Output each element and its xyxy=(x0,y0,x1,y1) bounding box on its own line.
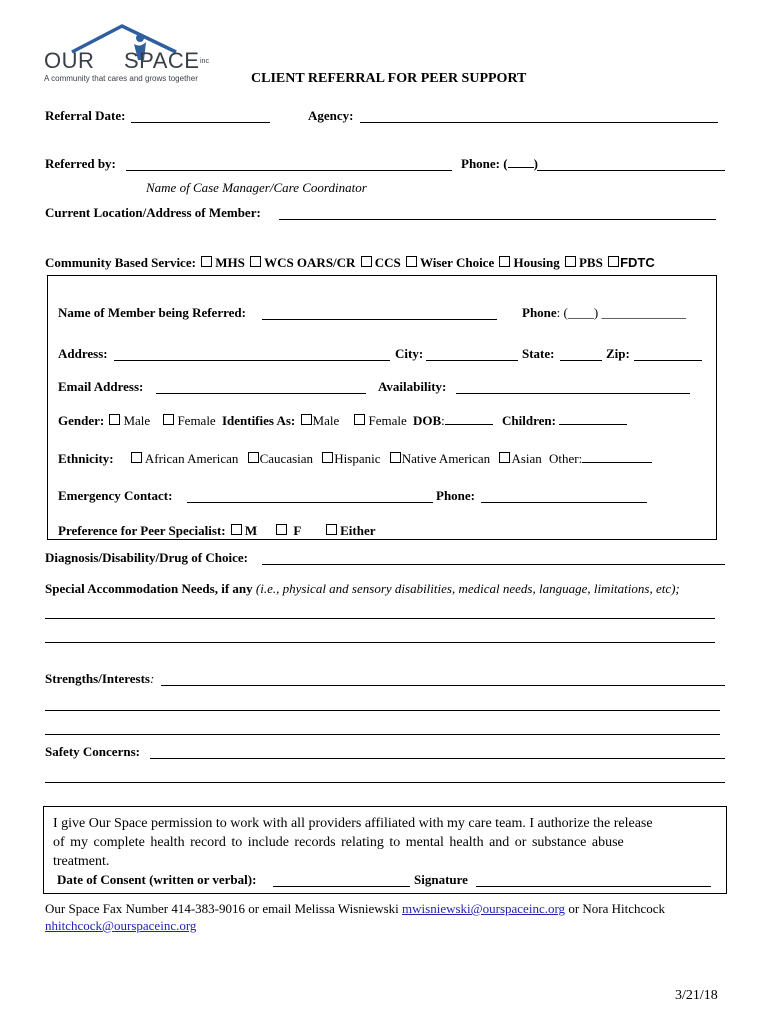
footer-contact xyxy=(45,901,665,917)
checkbox-pref-m[interactable] xyxy=(231,524,242,535)
checkbox-identifies-male[interactable] xyxy=(301,414,312,425)
member-name-field[interactable] xyxy=(262,319,497,320)
current-location-label: Current Location/Address of Member: xyxy=(45,205,261,220)
service-housing-label: Housing xyxy=(513,255,560,270)
emergency-contact-label: Emergency Contact: xyxy=(58,488,173,503)
footer-contact-2 xyxy=(45,918,196,934)
service-ccs-label: CCS xyxy=(374,255,401,270)
checkbox-housing[interactable] xyxy=(499,256,510,267)
gender-row: Gender: Male Female Identifies As: Male Female DOB: Children: xyxy=(58,413,627,429)
member-zip-label: Zip: xyxy=(606,346,630,361)
agency-label: Agency: xyxy=(308,108,354,123)
service-fdtc-label: FDTC xyxy=(620,255,655,270)
checkbox-pref-either[interactable] xyxy=(326,524,337,535)
signature-label: Signature xyxy=(414,872,468,887)
identifies-label: Identifies As: xyxy=(221,413,296,428)
safety-concerns-line-2[interactable] xyxy=(45,782,725,783)
community-service-row xyxy=(45,255,655,271)
service-mhs-label: MHS xyxy=(215,255,245,270)
identifies-female-label: Female xyxy=(368,413,407,428)
checkbox-ccs[interactable] xyxy=(361,256,372,267)
gender-female-label: Female xyxy=(177,413,216,428)
checkbox-gender-male[interactable] xyxy=(109,414,120,425)
consent-line-1: I give Our Space permission to work with all providers affiliated with my care team. I authorize the release xyxy=(53,816,653,831)
logo-suffix: inc xyxy=(200,58,209,65)
referral-date-label: Referral Date: xyxy=(45,108,126,123)
member-city-label: City: xyxy=(395,346,424,361)
logo-word-space: SPACE xyxy=(124,48,200,73)
strengths-label: Strengths/Interests xyxy=(45,671,150,686)
strengths-line-3[interactable] xyxy=(45,734,720,735)
form-title: CLIENT REFERRAL FOR PEER SUPPORT xyxy=(251,71,527,86)
special-needs-row xyxy=(45,581,680,597)
diagnosis-field[interactable] xyxy=(262,564,725,565)
pref-f-label: F xyxy=(293,523,301,538)
checkbox-identifies-female[interactable] xyxy=(354,414,365,425)
preference-row xyxy=(58,523,376,539)
ethnicity-hispanic-label: Hispanic xyxy=(334,451,381,466)
service-pbs-label: PBS xyxy=(578,255,603,270)
consent-line-3: treatment. xyxy=(53,854,110,869)
member-phone-label: Phone: (____) _____________ xyxy=(522,305,686,320)
special-needs-line-2[interactable] xyxy=(45,642,715,643)
referred-by-field[interactable] xyxy=(126,170,452,171)
strengths-line-1[interactable] xyxy=(161,685,725,686)
signature-field[interactable] xyxy=(476,886,711,887)
identifies-male-label: Male xyxy=(312,413,340,428)
ethnicity-african-american-label: African American xyxy=(144,451,239,466)
emergency-phone-field[interactable] xyxy=(481,502,647,503)
member-email-label: Email Address: xyxy=(58,379,144,394)
availability-field[interactable] xyxy=(456,393,690,394)
member-address-label: Address: xyxy=(58,346,108,361)
member-email-field[interactable] xyxy=(156,393,366,394)
dob-field[interactable] xyxy=(445,414,493,425)
special-needs-label: Special Accommodation Needs, if any xyxy=(45,581,253,596)
member-city-field[interactable] xyxy=(426,360,518,361)
checkbox-native-american[interactable] xyxy=(390,452,401,463)
pref-either-label: Either xyxy=(340,523,376,538)
community-service-label: Community Based Service: xyxy=(45,255,196,270)
availability-label: Availability: xyxy=(378,379,447,394)
children-label: Children: xyxy=(502,413,556,428)
case-manager-note: Name of Case Manager/Care Coordinator xyxy=(146,180,367,195)
ethnicity-native-american-label: Native American xyxy=(401,451,491,466)
checkbox-wcs[interactable] xyxy=(250,256,261,267)
consent-date-label: Date of Consent (written or verbal): xyxy=(57,872,257,887)
checkbox-african-american[interactable] xyxy=(131,452,142,463)
checkbox-gender-female[interactable] xyxy=(163,414,174,425)
revision-date: 3/21/18 xyxy=(675,988,718,1003)
agency-field[interactable] xyxy=(360,122,718,123)
footer-fax-text: Our Space Fax Number 414-383-9016 or email Melissa Wisniewski xyxy=(45,901,399,916)
consent-line-2: of my complete health record to include records relating to mental health and or substance abuse xyxy=(53,835,624,850)
consent-date-field[interactable] xyxy=(273,886,410,887)
checkbox-pref-f[interactable] xyxy=(276,524,287,535)
referrer-phone-label: Phone: ( ) xyxy=(461,156,538,171)
logo xyxy=(44,22,244,84)
checkbox-fdtc[interactable] xyxy=(608,256,619,267)
logo-word-our: OUR xyxy=(44,48,95,73)
special-needs-line-1[interactable] xyxy=(45,618,715,619)
safety-concerns-line-1[interactable] xyxy=(150,758,725,759)
preference-label: Preference for Peer Specialist: xyxy=(58,523,226,538)
service-wiser-label: Wiser Choice xyxy=(419,255,495,270)
checkbox-mhs[interactable] xyxy=(201,256,212,267)
member-name-label: Name of Member being Referred: xyxy=(58,305,246,320)
emergency-contact-field[interactable] xyxy=(187,502,433,503)
checkbox-pbs[interactable] xyxy=(565,256,576,267)
service-wcs-label: WCS OARS/CR xyxy=(264,255,356,270)
ethnicity-other-label: Other: xyxy=(549,451,583,466)
member-state-field[interactable] xyxy=(560,360,602,361)
strengths-row: Strengths/Interests: xyxy=(45,671,155,686)
pref-m-label: M xyxy=(244,523,258,538)
safety-concerns-label: Safety Concerns: xyxy=(45,744,140,759)
strengths-line-2[interactable] xyxy=(45,710,720,711)
ethnicity-other-field[interactable] xyxy=(582,452,652,463)
ethnicity-caucasian-label: Caucasian xyxy=(259,451,314,466)
footer-or-text: or Nora Hitchcock xyxy=(568,901,666,916)
ethnicity-label: Ethnicity: xyxy=(58,451,114,466)
referred-by-label: Referred by: xyxy=(45,156,116,171)
ethnicity-asian-label: Asian xyxy=(511,451,542,466)
email-link-melissa[interactable]: mwisniewski@ourspaceinc.org xyxy=(402,901,566,916)
ethnicity-row xyxy=(58,451,652,467)
gender-male-label: Male xyxy=(123,413,151,428)
checkbox-wiser-choice[interactable] xyxy=(406,256,417,267)
checkbox-asian[interactable] xyxy=(499,452,510,463)
logo-tagline: A community that cares and grows together xyxy=(44,74,198,83)
emergency-phone-label: Phone: xyxy=(436,488,475,503)
member-address-field[interactable] xyxy=(114,360,390,361)
diagnosis-label: Diagnosis/Disability/Drug of Choice: xyxy=(45,550,248,565)
special-needs-note: (i.e., physical and sensory disabilities, medical needs, language, limitations, etc); xyxy=(255,581,680,596)
referral-date-field[interactable] xyxy=(131,122,270,123)
current-location-field[interactable] xyxy=(279,219,716,220)
checkbox-caucasian[interactable] xyxy=(248,452,259,463)
checkbox-hispanic[interactable] xyxy=(322,452,333,463)
member-state-label: State: xyxy=(522,346,555,361)
email-link-nora[interactable]: nhitchcock@ourspaceinc.org xyxy=(45,918,197,933)
children-field[interactable] xyxy=(559,414,627,425)
member-zip-field[interactable] xyxy=(634,360,702,361)
dob-label: DOB xyxy=(413,413,442,428)
referrer-phone-field[interactable] xyxy=(537,170,725,171)
gender-label: Gender: xyxy=(58,413,105,428)
